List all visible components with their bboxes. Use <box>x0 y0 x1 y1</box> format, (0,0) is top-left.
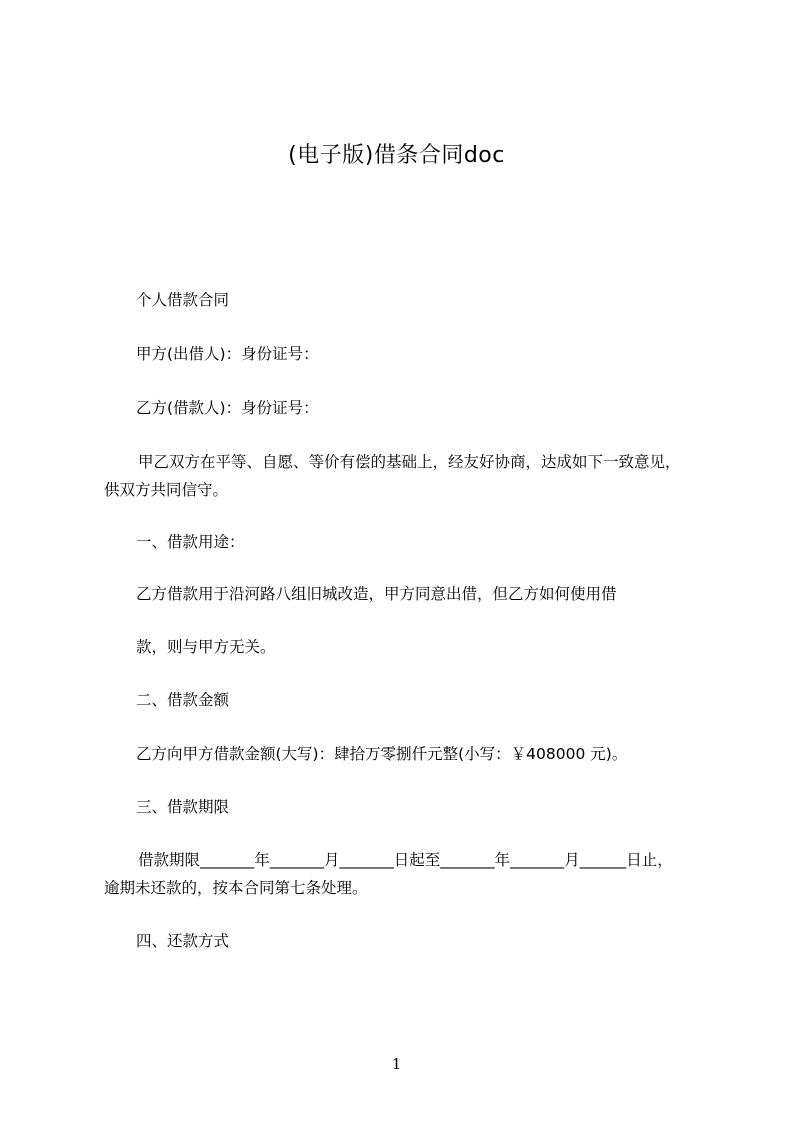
section-2-text: 乙方向甲方借款金额(大写)：肆拾万零捌仟元整(小写：￥408000 元)。 <box>136 745 628 763</box>
section-1-text-line-1: 乙方借款用于沿河路八组旧城改造，甲方同意出借，但乙方如何使用借 <box>136 585 617 603</box>
intro-paragraph-line-1: 甲乙双方在平等、自愿、等价有偿的基础上，经友好协商，达成如下一致意见， <box>138 453 681 471</box>
party-b-line: 乙方(借款人)：身份证号： <box>136 399 319 417</box>
section-1-title: 一、借款用途： <box>136 533 245 551</box>
contract-heading: 个人借款合同 <box>136 291 230 309</box>
document-title: (电子版)借条合同doc <box>288 143 505 168</box>
section-4-title: 四、还款方式 <box>136 932 230 950</box>
intro-paragraph-line-2: 供双方共同信守。 <box>104 481 229 499</box>
section-3-text-line-1: 借款期限_______年_______月_______日起至_______年_______月______日止， <box>138 851 673 869</box>
party-a-line: 甲方(出借人)：身份证号： <box>136 345 319 363</box>
section-2-title: 二、借款金额 <box>136 691 230 709</box>
section-1-text-line-2: 款，则与甲方无关。 <box>136 638 276 656</box>
section-3-title: 三、借款期限 <box>136 798 230 816</box>
page-number: 1 <box>391 1055 402 1073</box>
section-3-text-line-2: 逾期未还款的，按本合同第七条处理。 <box>104 879 368 897</box>
